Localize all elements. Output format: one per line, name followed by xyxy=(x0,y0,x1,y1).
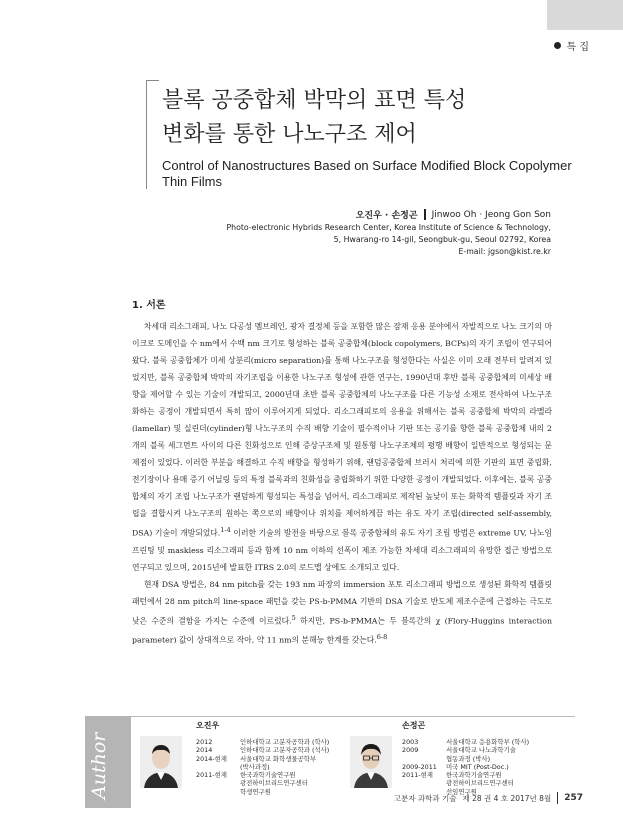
career: 한국과학기술연구원 xyxy=(240,771,296,780)
intro-p1-tail: 이러한 기술의 발전을 바탕으로 블록 공중합체의 유도 자기 조립 방법은 extreme UV, 나노임프린팅 및 maskless 리소그래피 등과 함께 10 nm 이하의 선폭이 제조 가능한 차세대 리소그래피의 유망한 접근 방법으로 연구되고 있으며, 2015년에 발표한 ITRS 2.0의 로드맵 상에도 소개되고 있다. xyxy=(132,528,552,572)
affiliation xyxy=(226,222,551,258)
author2-name: 손정곤 xyxy=(402,721,426,730)
year: 2012 xyxy=(196,738,213,746)
intro-p1-text: 차세대 리소그래피, 나노 다공성 멤브레인, 광자 결정체 등을 포함한 많은 잠재 응용 분야에서 자발적으로 나노 크기의 마이크로 도메인을 수 nm에서 수백 nm 크기로 형성하는 블록 공중합체(block copolymers, BCPs)의 자기 조립이 연구되어왔다. 블록 공중합체가 미세 상분리(micro separation)를 통해 나노구조를 형성한다는 사실은 이미 오래 전부터 알려져 있었지만, 블록 공중합체 박막의 자기조립을 이용한 나노구조 형성에 관한 연구는, 1990년대 후반 블록 공중합체의 미세상 배향을 제어할 수 있는 기술이 개발되고, 2000년대 초반 블록 공중합체의 나노구조를 다른 기능성 소재로 전사하여 나노구조화하는 공정이 개발되면서 특히 많이 이루어지게 되었다. 리소그래피로의 응용을 위해서는 블록 공중합체 박막의 라멜라(lamellar) 및 실린더(cylinder)형 나노구조의 수직 배향 기술이 필수적이나 기판 또는 공기를 향한 블록 공중합체 내의 2개의 블록 세그먼트 사이의 다른 친화성으로 인해 증상구조체 및 원통형 나노구조체의 평행 배향이 일반적으로 형성되는 문제점이 있었다. 이러한 부분을 해결하고 수직 배향을 형성하기 위해, 랜덤공중합체 브러시 처리에 의한 기판의 표면 중립화, 전기장이나 용매 증기 어닐링 등의 특정 블록과의 친화성을 중립화하기 위한 다양한 공정이 개발되었다. 이후에는, 블록 공중합체의 자기 조립 나노구조가 랜덤하게 형성되는 특성을 넘어서, 리소그래피로 제작된 높낮이 또는 화학적 템플릿과 자기 조립을 결합시켜 나노구조의 원하는 쪽으로의 배향이나 위치를 제어하게끔 하는 유도 자기 조립(directed self-assembly, DSA) 기술이 개발되었다. xyxy=(132,322,552,538)
intro-paragraph-1 xyxy=(132,318,552,576)
year: 2009-2011 xyxy=(402,762,437,771)
career: 서울대학교 응용화학부 (학사) xyxy=(446,738,530,746)
affiliation-line1: Photo-electronic Hybrids Research Center, Korea Institute of Science & Technology, xyxy=(226,223,551,232)
issue-info: 제 28 권 4 호 2017년 8월 xyxy=(462,793,552,803)
career: 한국과학기술연구원 xyxy=(446,771,502,780)
career: 협동과정 (박사) xyxy=(446,754,491,763)
author1-info xyxy=(240,738,329,796)
career: 미국 MIT (Post-Doc.) xyxy=(446,762,509,771)
author-separator xyxy=(424,209,426,220)
ref-marker: 1-4 xyxy=(220,526,231,534)
ref-marker: 5 xyxy=(291,613,296,622)
intro-p2-text: 현재 DSA 방법은, 84 nm pitch를 갖는 193 nm 파장의 immersion 포토 리소그래피 방법으로 생성된 화학적 템플릿 패턴에서 28 nm pitch의 line-space 패턴을 갖는 PS-b-PMMA 기반의 DSA 기술로 반도체 제조수준에 근접하는 극도로 낮은 수준의 결함을 가지는 수준에 이르렀다. xyxy=(132,579,552,626)
career: 광전하이브리드연구센터 xyxy=(446,779,514,788)
title-korean-line1: 블록 공중합체 박막의 표면 특성 xyxy=(162,88,467,113)
career: 인하대학교 고분자공학과 (학사) xyxy=(240,738,330,746)
year: 2014 xyxy=(196,746,213,755)
intro-p2-tail: 하지만, PS-b-PMMA는 두 블록간의 χ (Flory-Huggins interaction parameter) 값이 상대적으로 작아, 약 11 nm의 분해능 한계를 갖는다. xyxy=(132,616,552,645)
author1-years xyxy=(196,738,227,779)
affiliation-email: E-mail: jgson@kist.re.kr xyxy=(458,247,551,256)
page-number: 257 xyxy=(564,793,583,803)
author2-years xyxy=(402,738,437,779)
authors-english: Jinwoo Oh · Jeong Gon Son xyxy=(431,209,551,220)
career: 선임연구원 xyxy=(446,787,477,796)
section-label: 특 집 xyxy=(566,42,589,53)
corner-tab xyxy=(547,0,623,30)
bullet-icon xyxy=(554,42,561,49)
intro-heading: 1. 서론 xyxy=(132,300,166,311)
author1-name: 오진우 xyxy=(196,721,220,730)
ref-marker: 6-8 xyxy=(376,633,388,642)
intro-body xyxy=(132,318,552,649)
career: 학생연구원 xyxy=(240,787,271,796)
title-english: Control of Nanostructures Based on Surface Modified Block Copolymer Thin Films xyxy=(162,158,572,189)
page-footer xyxy=(394,792,583,804)
author-box-label: Author xyxy=(88,732,110,800)
journal-name: 고분자 과학과 기술 xyxy=(393,793,457,803)
career: 서울대학교 나노과학기술 xyxy=(446,746,516,755)
intro-paragraph-2 xyxy=(132,576,552,649)
career: 광전하이브리드연구센터 xyxy=(240,779,308,788)
authors-korean: 오진우 · 손정곤 xyxy=(355,211,418,221)
section-tag xyxy=(554,38,590,53)
title-korean xyxy=(162,84,582,152)
title-korean-line2: 변화를 통한 나노구조 제어 xyxy=(162,122,417,147)
year: 2014-현재 xyxy=(196,754,227,763)
affiliation-line2: 5, Hwarang-ro 14-gil, Seongbuk-gu, Seoul 02792, Korea xyxy=(333,235,551,244)
year: 2003 xyxy=(402,738,419,746)
year: 2011-현재 xyxy=(196,771,227,780)
year: 2011-현재 xyxy=(402,771,433,780)
footer-separator xyxy=(557,792,558,804)
year: 2009 xyxy=(402,746,419,755)
title-bracket xyxy=(146,80,159,189)
career: 인하대학교 고분자공학과 (석사) xyxy=(240,746,330,755)
career: 서울대학교 화학생물공학부 xyxy=(240,754,317,763)
author1-photo xyxy=(140,736,182,788)
year xyxy=(196,763,227,771)
author-line xyxy=(356,208,551,221)
year xyxy=(402,755,437,763)
career: (박사과정) xyxy=(240,762,270,771)
author2-photo xyxy=(350,736,392,788)
author2-info xyxy=(446,738,529,796)
